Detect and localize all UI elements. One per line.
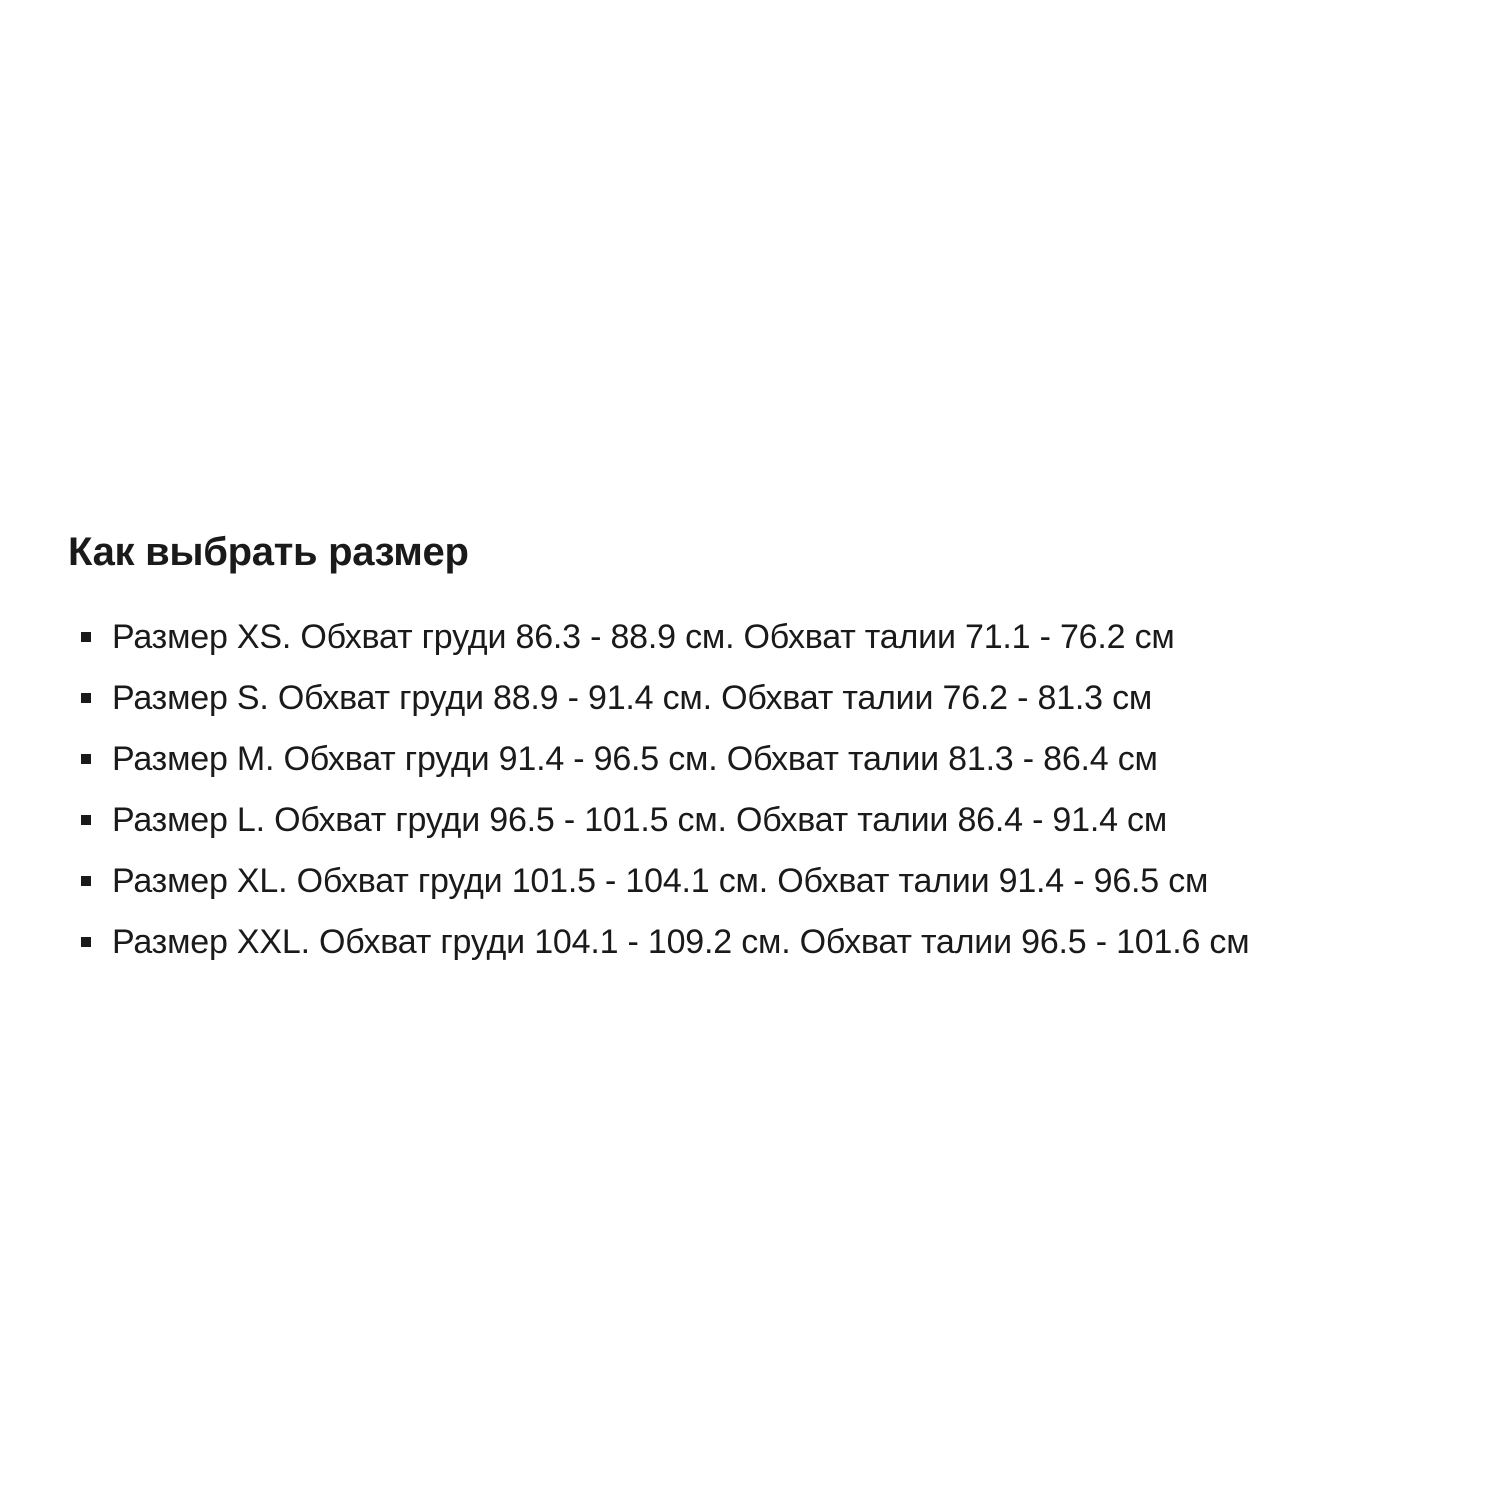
square-bullet-icon (81, 632, 91, 642)
size-item-text: Размер XXL. Обхват груди 104.1 - 109.2 см. Обхват талии 96.5 - 101.6 см (112, 922, 1250, 961)
square-bullet-icon (81, 754, 91, 764)
size-item-text: Размер L. Обхват груди 96.5 - 101.5 см. Обхват талии 86.4 - 91.4 см (112, 800, 1168, 839)
size-item-text: Размер XL. Обхват груди 101.5 - 104.1 см. Обхват талии 91.4 - 96.5 см (112, 861, 1209, 900)
size-guide-title: Как выбрать размер (68, 530, 469, 574)
square-bullet-icon (81, 815, 91, 825)
size-item-text: Размер XS. Обхват груди 86.3 - 88.9 см. Обхват талии 71.1 - 76.2 см (112, 617, 1175, 656)
square-bullet-icon (81, 937, 91, 947)
size-guide (68, 526, 1488, 972)
size-item-l (68, 789, 1488, 850)
size-item-m (68, 728, 1488, 789)
size-item-text: Размер M. Обхват груди 91.4 - 96.5 см. Обхват талии 81.3 - 86.4 см (112, 739, 1158, 778)
square-bullet-icon (81, 876, 91, 886)
size-item-xs (68, 606, 1488, 667)
size-list (68, 606, 1488, 972)
size-item-s (68, 667, 1488, 728)
square-bullet-icon (81, 693, 91, 703)
size-item-xxl (68, 911, 1488, 972)
size-item-text: Размер S. Обхват груди 88.9 - 91.4 см. Обхват талии 76.2 - 81.3 см (112, 678, 1153, 717)
size-item-xl (68, 850, 1488, 911)
